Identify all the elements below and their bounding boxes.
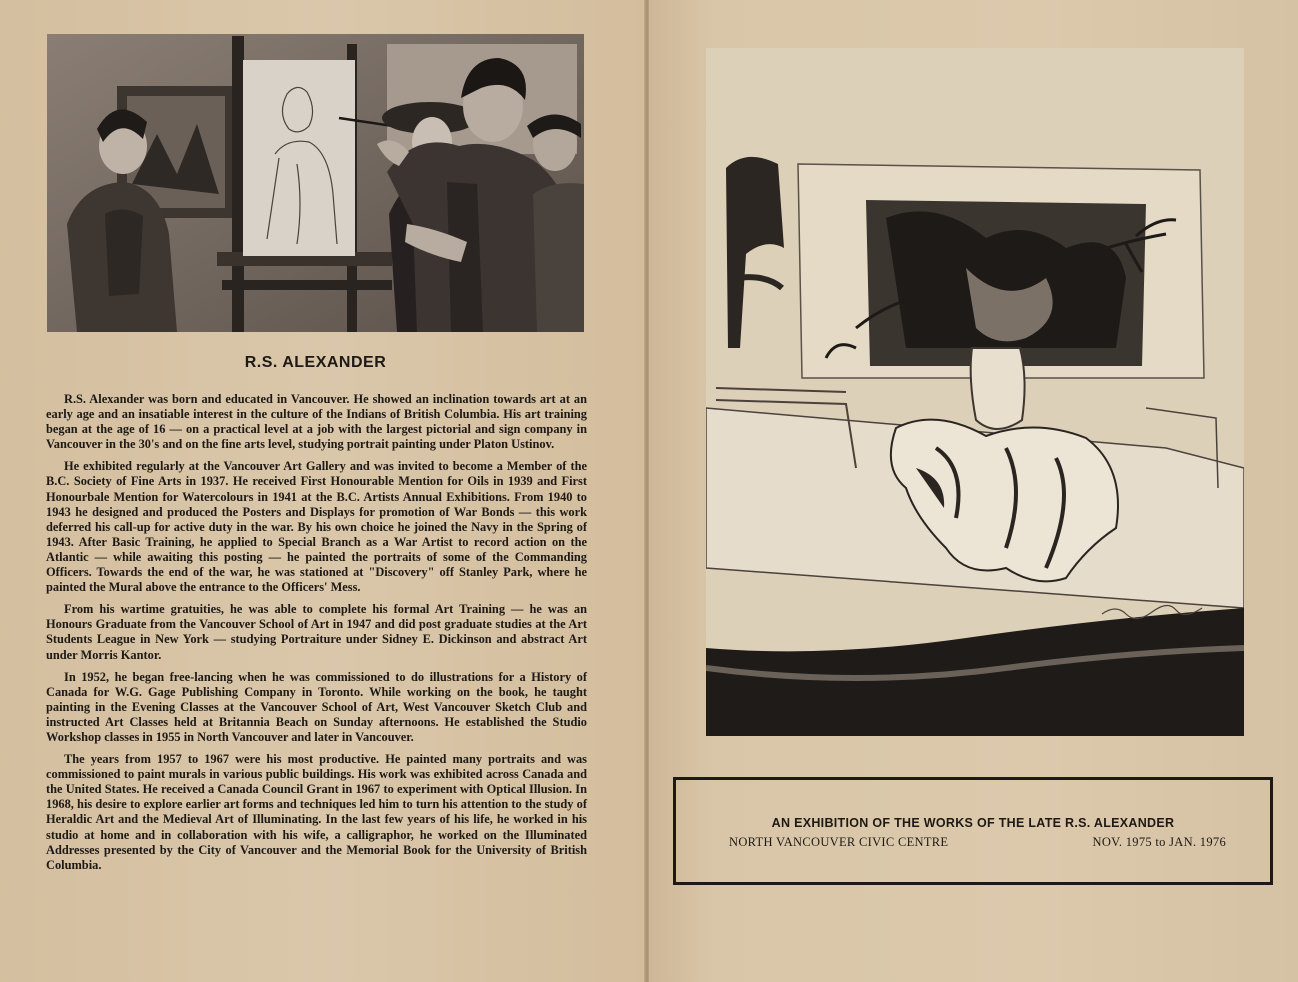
bio-paragraph-formal-training: From his wartime gratuities, he was able to complete his formal Art Training — he was an Honours Graduate from the Vancouver School of Art in 1947 and did post graduate studies at the Art Students League in New York — studying Portraiture under Sidney E. Dickinson and abstract Art under Morris Kantor.: [46, 602, 587, 662]
exhibition-caption-box: [673, 777, 1273, 885]
artist-photo: [47, 34, 584, 332]
exhibition-title: AN EXHIBITION OF THE WORKS OF THE LATE R.S. ALEXANDER: [771, 816, 1175, 830]
bio-paragraph-later-years: The years from 1957 to 1967 were his most productive. He painted many portraits and was commissioned to paint murals in various public buildings. His work was exhibited across Canada and the United States. He received a Canada Council Grant in 1967 to experiment with Optical Illusion. In 1968, his desire to explore earlier art forms and techniques led him to turn his attention to the study of Heraldic Art and the Medieval Art of Illuminating. In the last few years of his life, he worked in his studio at home and in collaboration with his wife, a calligraphor, he worked on the Illuminated Addresses presented by the City of Vancouver and the Memorial Book for the University of British Columbia.: [46, 752, 587, 872]
exhibition-venue: NORTH VANCOUVER CIVIC CENTRE: [729, 835, 949, 849]
exhibition-details: [729, 835, 1226, 850]
artist-photo-illustration: [47, 34, 584, 332]
bio-paragraph-war-years: He exhibited regularly at the Vancouver Art Gallery and was invited to become a Member of the B.C. Society of Fine Arts in 1937. He received First Honourable Mention for Oils in 1939 and First Honourbale Mention for Watercolours in 1941 at the B.C. Artists Annual Exhibitions. From 1940 to 1943 he designed and produced the Posters and Displays for promotion of War Bonds — this work deferred his call-up for active duty in the war. By his own choice he joined the Navy in the Spring of 1943. After Basic Training, he applied to Special Branch as a War Artist to record action on the Atlantic — while awaiting this posting — he painted the portraits of some of the Commanding Officers. Towards the end of the war, he was stationed at "Discovery" off Stanley Park, where he painted the Mural above the entrance to the Officers' Mess.: [46, 459, 587, 595]
bio-paragraph-teaching: In 1952, he began free-lancing when he was commissioned to do illustrations for a History of Canada for W.G. Gage Publishing Company in Toronto. While working on the book, he taught painting in the Evening Classes at the Vancouver School of Art, West Vancouver Sketch Club and instructed Art Classes held at Britannia Beach on Sunday afternoons. He established the Studio Workshop classes in 1955 in North Vancouver and later in Vancouver.: [46, 669, 587, 744]
still-life-illustration: [706, 48, 1244, 736]
still-life-drawing: [706, 48, 1244, 736]
biography: [46, 392, 587, 880]
left-page: [0, 0, 645, 982]
artist-name-heading: R.S. ALEXANDER: [244, 354, 387, 371]
exhibition-dates: NOV. 1975 to JAN. 1976: [1092, 835, 1226, 849]
bio-paragraph-early-life: R.S. Alexander was born and educated in Vancouver. He showed an inclination towards art at an early age and an insatiable interest in the culture of the Indians of British Columbia. His art training began at the age of 16 — on a practical level at a job with the largest pictorial and sign company in Vancouver in the 30's and on the fine arts level, studying portrait painting under Platon Ustinov.: [46, 392, 587, 452]
